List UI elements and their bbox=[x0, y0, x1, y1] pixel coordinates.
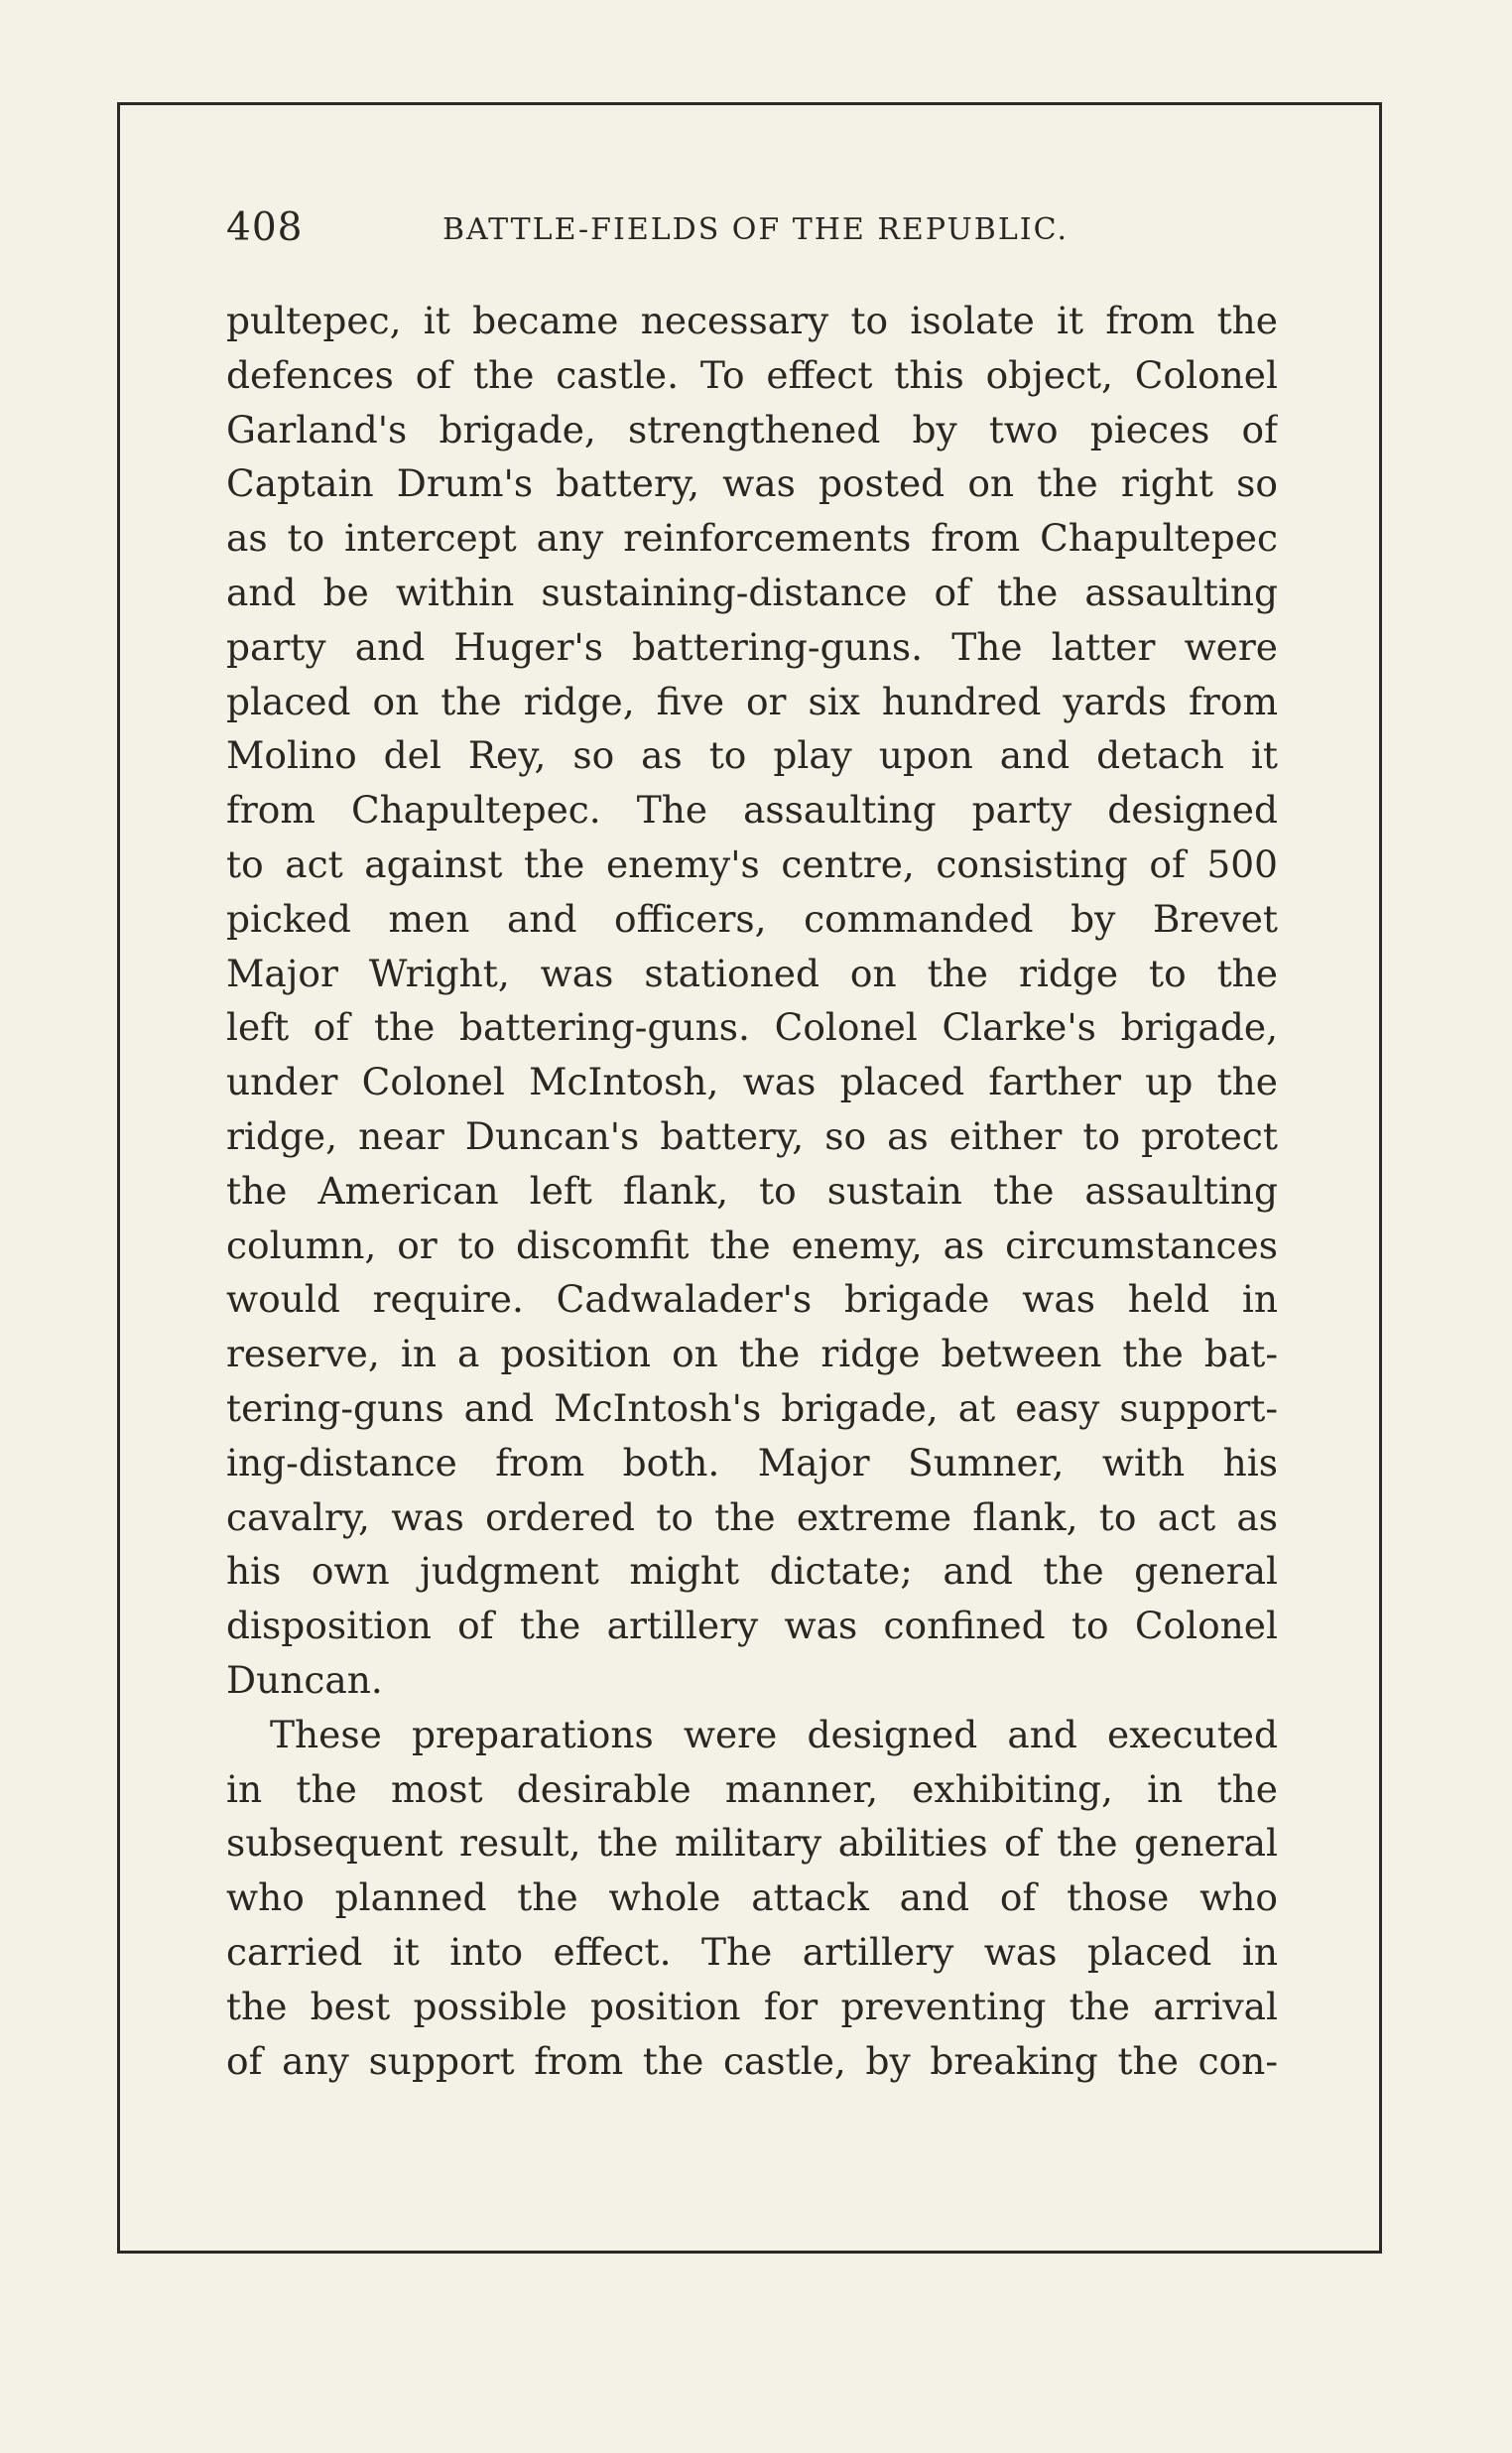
text-line: tering-guns and McIntosh's brigade, at easy support- bbox=[226, 1385, 1278, 1430]
text-line: Duncan. bbox=[226, 1657, 383, 1702]
text-line: as to intercept any reinforcements from Chapultepec bbox=[226, 516, 1278, 561]
text-line: subsequent result, the military abilities of the general bbox=[226, 1821, 1278, 1866]
text-line: carried it into effect. The artillery was placed in bbox=[226, 1929, 1278, 1974]
text-line: ing-distance from both. Major Sumner, with his bbox=[226, 1440, 1278, 1485]
text-line: ridge, near Duncan's battery, so as either to protect bbox=[226, 1113, 1278, 1158]
text-line: of any support from the castle, by breaking the con- bbox=[226, 2038, 1278, 2083]
text-line: placed on the ridge, five or six hundred yards from bbox=[226, 679, 1278, 723]
text-line: Major Wright, was stationed on the ridge to the bbox=[226, 951, 1278, 995]
page-number: 408 bbox=[226, 205, 304, 250]
text-line: the American left flank, to sustain the assaulting bbox=[226, 1168, 1278, 1213]
body-text bbox=[226, 294, 1278, 2088]
text-line: reserve, in a position on the ridge between the bat- bbox=[226, 1332, 1278, 1376]
text-line: from Chapultepec. The assaulting party designed bbox=[226, 788, 1278, 833]
text-line: column, or to discomfit the enemy, as circumstances bbox=[226, 1223, 1278, 1267]
text-line: and be within sustaining-distance of the assaulting bbox=[226, 570, 1278, 614]
text-line: his own judgment might dictate; and the general bbox=[226, 1549, 1278, 1594]
text-line: picked men and officers, commanded by Brevet bbox=[226, 896, 1278, 941]
text-line: left of the battering-guns. Colonel Clarke's brigade, bbox=[226, 1005, 1278, 1050]
text-line: under Colonel McIntosh, was placed farther up the bbox=[226, 1060, 1278, 1104]
text-line: in the most desirable manner, exhibiting, in the bbox=[226, 1766, 1278, 1811]
text-line: pultepec, it became necessary to isolate it from the bbox=[226, 299, 1278, 342]
text-line: party and Huger's battering-guns. The latter were bbox=[226, 624, 1278, 669]
text-line: who planned the whole attack and of those who bbox=[226, 1875, 1278, 1920]
paragraph-2 bbox=[226, 1708, 1278, 2089]
text-line: the best possible position for preventing the arrival bbox=[226, 1984, 1278, 2028]
text-line: Garland's brigade, strengthened by two pieces of bbox=[226, 407, 1278, 452]
running-header bbox=[226, 202, 1278, 254]
paragraph-1 bbox=[226, 294, 1278, 1708]
text-line: cavalry, was ordered to the extreme flank, to act as bbox=[226, 1494, 1278, 1539]
text-line: disposition of the artillery was confined to Colonel bbox=[226, 1604, 1278, 1648]
text-line: would require. Cadwalader's brigade was held in bbox=[226, 1277, 1278, 1322]
text-line: Captain Drum's battery, was posted on the right so bbox=[226, 461, 1278, 506]
text-line: defences of the castle. To effect this object, Colonel bbox=[226, 352, 1278, 397]
text-line: to act against the enemy's centre, consisting of 500 bbox=[226, 841, 1278, 886]
running-title: BATTLE-FIELDS OF THE REPUBLIC. bbox=[442, 212, 1070, 247]
text-line: Molino del Rey, so as to play upon and detach it bbox=[226, 733, 1278, 778]
text-line: These preparations were designed and executed bbox=[270, 1712, 1278, 1756]
